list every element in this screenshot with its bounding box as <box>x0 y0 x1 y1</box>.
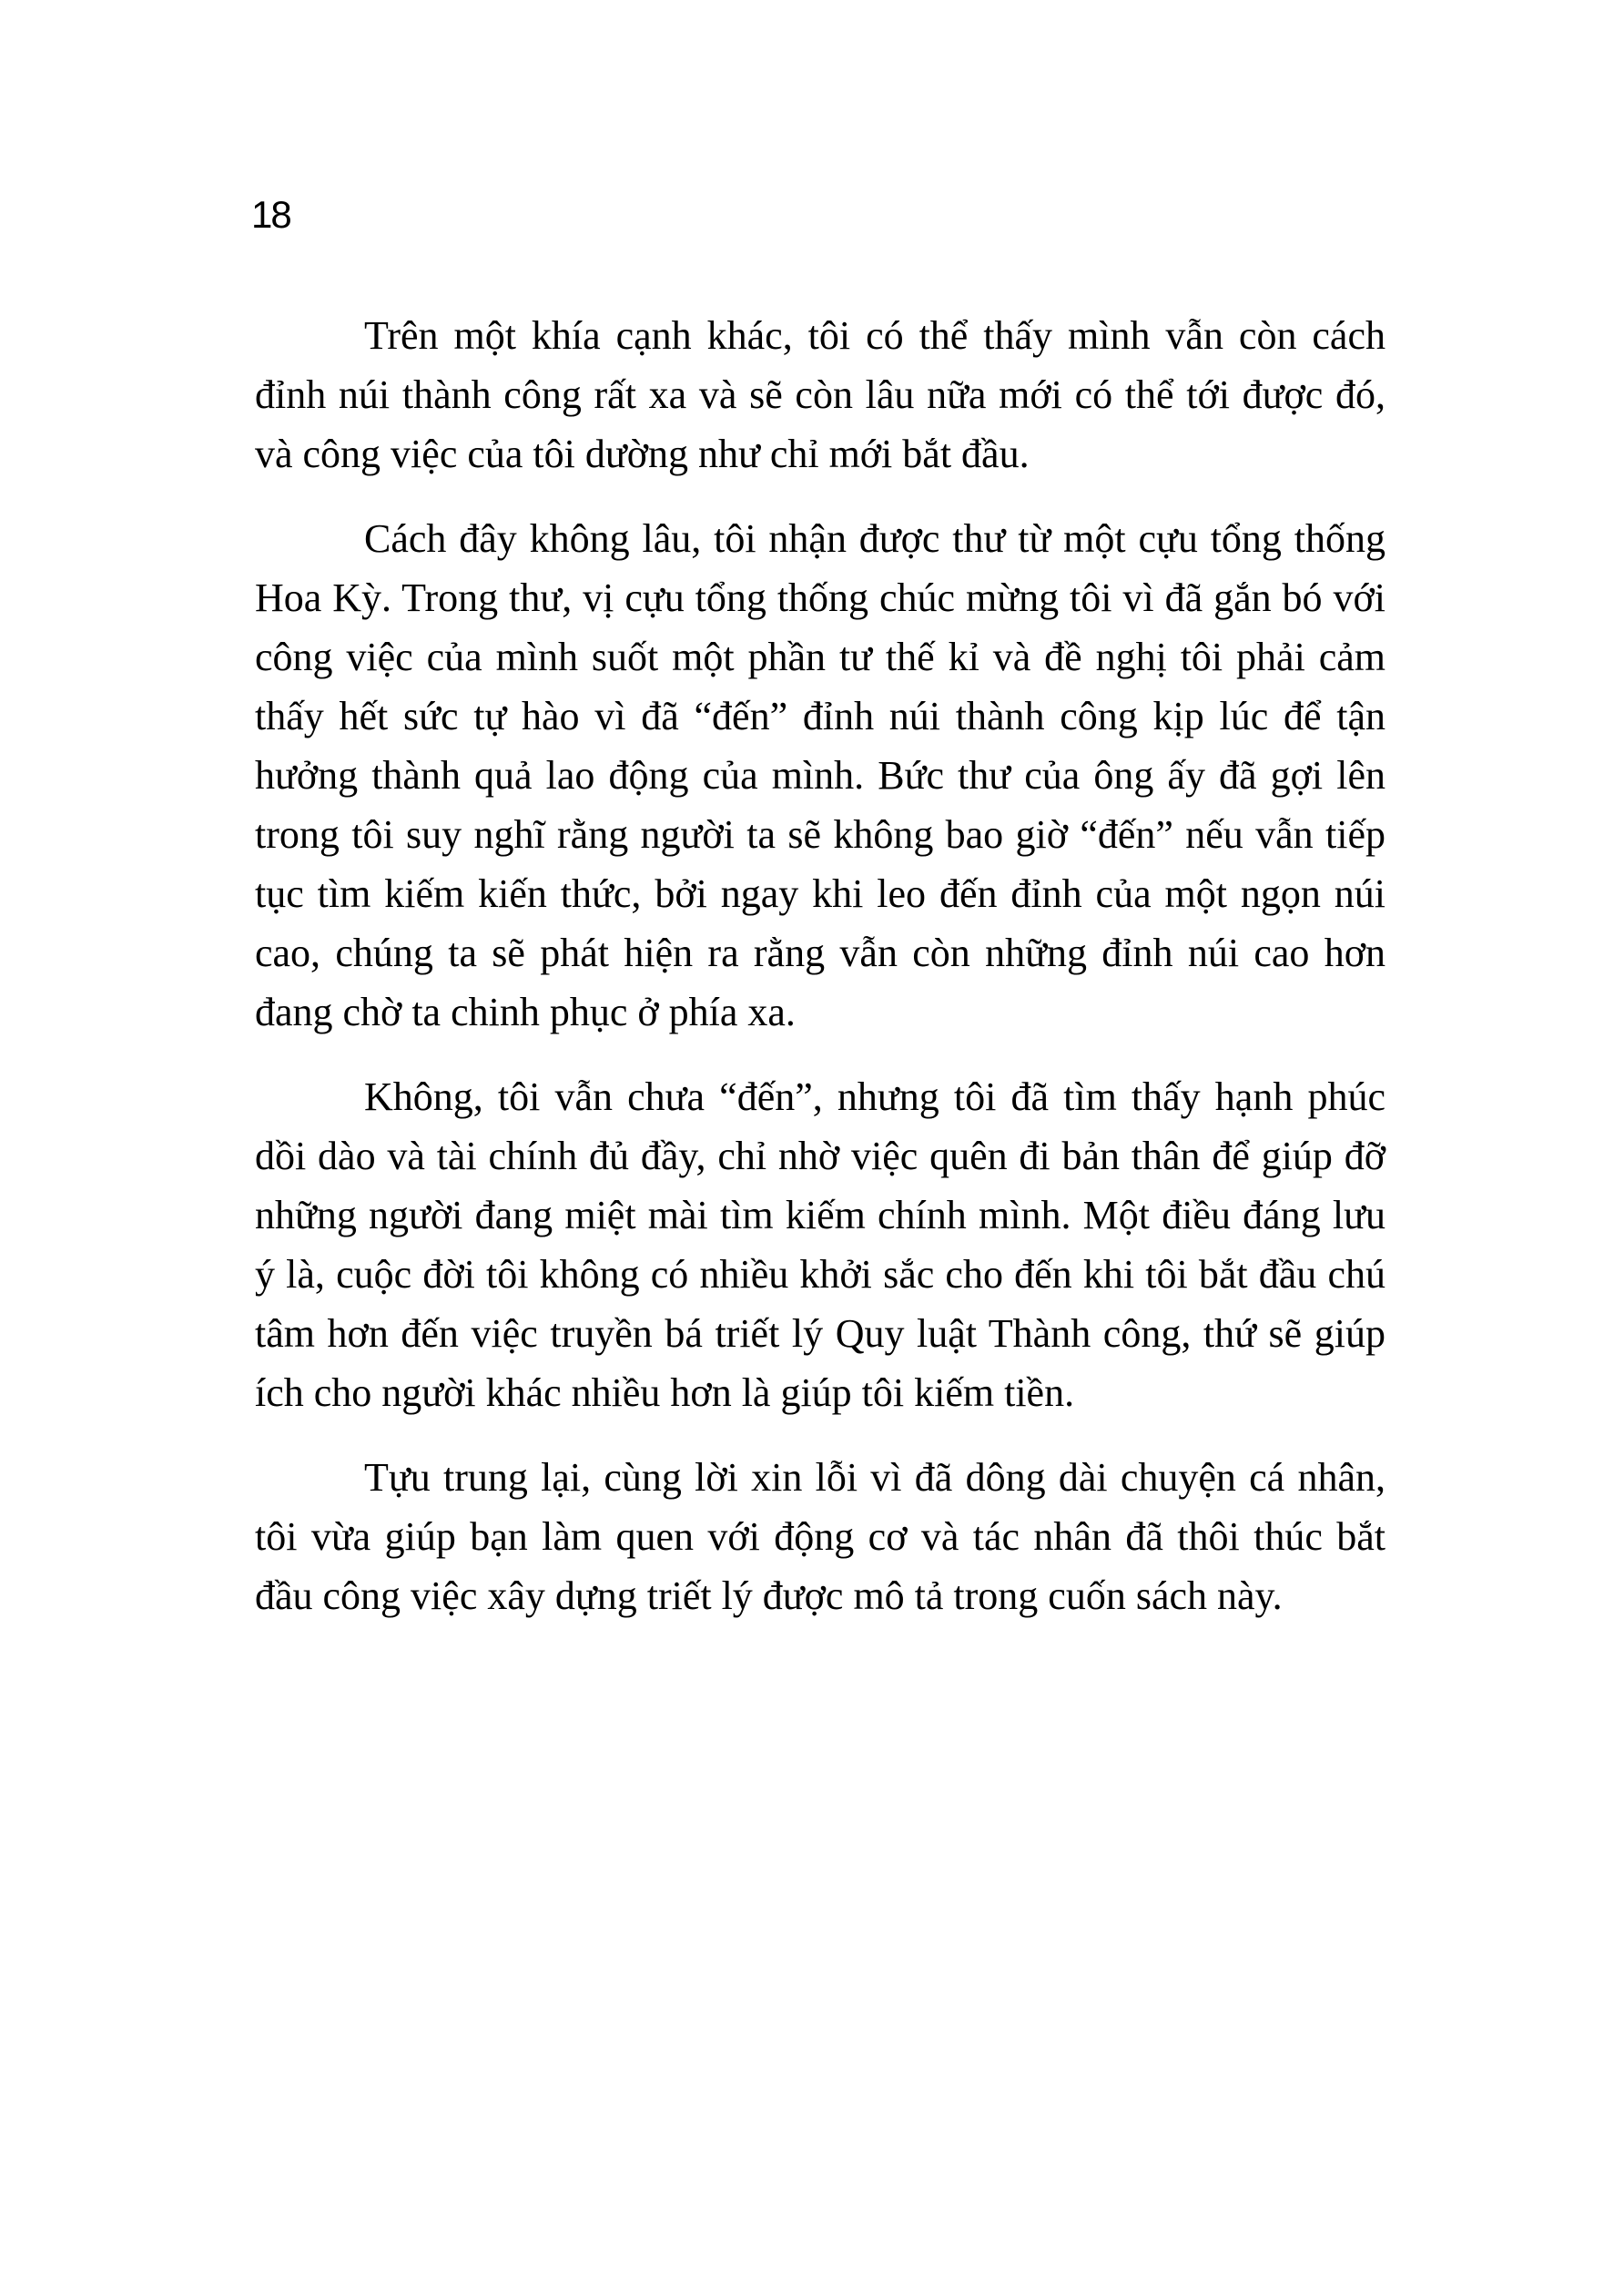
paragraph: Trên một khía cạnh khác, tôi có thể thấy mình vẫn còn cách đỉnh núi thành công rất xa và sẽ còn lâu nữa mới có thể tới được đó, và công việc của tôi dường như chỉ mới bắt đầu. <box>255 313 1385 476</box>
page-content <box>255 306 1385 1651</box>
paragraph: Không, tôi vẫn chưa “đến”, nhưng tôi đã tìm thấy hạnh phúc dồi dào và tài chính đủ đầy, chỉ nhờ việc quên đi bản thân để giúp đỡ những người đang miệt mài tìm kiếm chính mình. Một điều đáng lưu ý là, cuộc đời tôi không có nhiều khởi sắc cho đến khi tôi bắt đầu chú tâm hơn đến việc truyền bá triết lý Quy luật Thành công, thứ sẽ giúp ích cho người khác nhiều hơn là giúp tôi kiếm tiền. <box>255 1074 1385 1415</box>
paragraph: Tựu trung lại, cùng lời xin lỗi vì đã dông dài chuyện cá nhân, tôi vừa giúp bạn làm quen với động cơ và tác nhân đã thôi thúc bắt đầu công việc xây dựng triết lý được mô tả trong cuốn sách này. <box>255 1455 1385 1618</box>
paragraph: Cách đây không lâu, tôi nhận được thư từ một cựu tổng thống Hoa Kỳ. Trong thư, vị cựu tổng thống chúc mừng tôi vì đã gắn bó với công việc của mình suốt một phần tư thế kỉ và đề nghị tôi phải cảm thấy hết sức tự hào vì đã “đến” đỉnh núi thành công kịp lúc để tận hưởng thành quả lao động của mình. Bức thư của ông ấy đã gợi lên trong tôi suy nghĩ rằng người ta sẽ không bao giờ “đến” nếu vẫn tiếp tục tìm kiếm kiến thức, bởi ngay khi leo đến đỉnh của một ngọn núi cao, chúng ta sẽ phát hiện ra rằng vẫn còn những đỉnh núi cao hơn đang chờ ta chinh phục ở phía xa. <box>255 516 1385 1034</box>
page-number: 18 <box>251 193 290 236</box>
